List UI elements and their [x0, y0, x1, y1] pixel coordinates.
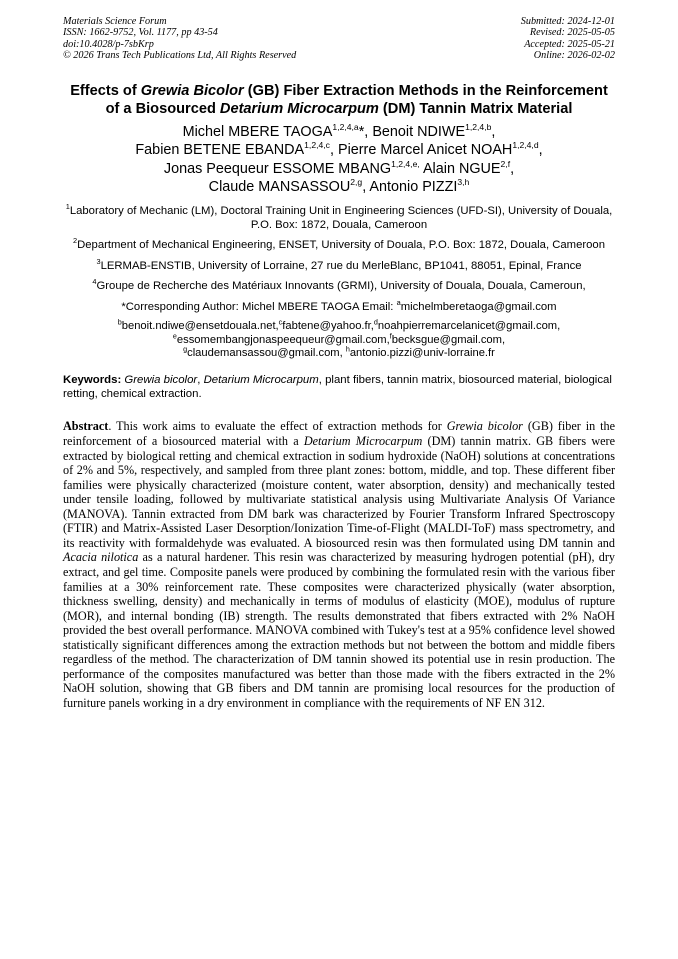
paper-title	[63, 82, 615, 118]
email-link[interactable]: benoit.ndiwe@ensetdouala.net,	[121, 320, 279, 333]
abstract-species: Grewia bicolor	[446, 419, 523, 434]
corresponding-mark: *,	[358, 123, 373, 140]
author-separator: ,	[538, 142, 543, 159]
author-separator: ,	[362, 179, 370, 196]
corresponding-label: *Corresponding Author: Michel MBERE TAOGA Email:	[121, 300, 397, 313]
author-affil: 1,2,4,d	[512, 140, 539, 151]
journal-issn: ISSN: 1662-9752, Vol. 1177, pp 43-54	[63, 27, 218, 39]
title-species-detarium: Detarium Microcarpum	[219, 101, 379, 118]
author-affil: 1,2,4,b	[465, 121, 492, 132]
date-revised: Revised: 2025-05-05	[529, 27, 615, 39]
author-name: Pierre Marcel Anicet NOAH	[337, 142, 513, 159]
author-affil: 1,2,4,a	[332, 121, 359, 132]
abstract-text: (GB) fiber in the reinforcement of a biosourced material with a	[63, 419, 615, 449]
corresponding-author	[63, 300, 615, 314]
abstract-text: as a natural hardener. This resin was characterized by measuring hydrogen potential (pH), dry extract, and gel time. Composite panels were produced by combining the formulated resin with the various fiber families at a 30% reinforcement rate. These composites were characterized physically (water absorption, thickness swelling, density) and mechanically in terms of modulus of elasticity (MOE), modulus of rupture (MOR), and internal bonding (IB) strength. The results demonstrated that fibers extracted with 2% NaOH provided the best overall performance. MANOVA combined with Tukey's test at a 95% confidence level showed statistically significant differences among the extraction methods but not between the bottom and middle fibers regardless of the method. The characterization of DM tannin showed its potential use in resin production. The performance of the composites manufactured was better than those made with the fibers extracted in the 2% NaOH solution, showing that GB fibers and DM tannin are promising local resources for the production of furniture panels working in a dry environment in compliance with the requirements of NF EN 312.	[63, 550, 615, 710]
email-line	[63, 344, 615, 360]
affiliation-text: Groupe de Recherche des Matériaux Innovants (GRMI), University of Douala, Douala, Cameroun,	[96, 280, 586, 293]
date-accepted: Accepted: 2025-05-21	[524, 38, 615, 50]
author-name: Fabien BETENE EBANDA	[135, 142, 305, 159]
author-line	[63, 160, 615, 179]
email-key: d	[373, 317, 378, 327]
author-affil: 2,g	[350, 177, 363, 188]
email-line	[63, 317, 615, 333]
author-name: Benoit NDIWE	[372, 123, 466, 140]
email-key: h	[345, 344, 350, 354]
affiliation-1	[63, 204, 615, 232]
author-affil: 1,2,4,c	[304, 140, 330, 151]
email-key: e	[172, 330, 177, 340]
affiliation-text: Department of Mechanical Engineering, ENSET, University of Douala, P.O. Box: 1872, Douala, Cameroon	[77, 239, 605, 252]
journal-info	[63, 16, 296, 61]
author-affil: 1,2,4,e,	[391, 158, 420, 169]
keyword-list: , plant fibers, tannin matrix, biosourced material, biological retting, chemical extraction.	[63, 374, 612, 401]
author-line	[63, 178, 615, 197]
affiliation-3	[63, 259, 615, 273]
email-key: a	[396, 298, 401, 308]
author-separator: ,	[510, 160, 515, 177]
email-link[interactable]: essomembangjonaspeequeur@gmail.com,	[176, 333, 390, 346]
abstract-species: Detarium Microcarpum	[303, 434, 423, 449]
title-species-grewia: Grewia Bicolor	[140, 83, 244, 100]
title-part: (GB) Fiber Extraction Methods in the Reinforcement of a Biosourced	[105, 83, 608, 118]
affiliation-text: LERMAB-ENSTIB, University of Lorraine, 27 rue du MerleBlanc, BP1041, 88051, Epinal, France	[100, 259, 582, 272]
author-affil: 3,h	[457, 177, 470, 188]
affiliation-number: 3	[96, 257, 101, 267]
title-part: Effects of	[70, 83, 141, 100]
affiliation-number: 4	[92, 277, 97, 287]
email-link[interactable]: fabtene@yahoo.fr,	[282, 320, 374, 333]
email-link[interactable]: antonio.pizzi@univ-lorraine.fr	[349, 346, 495, 359]
email-link[interactable]: noahpierremarcelanicet@gmail.com,	[377, 320, 561, 333]
author-name: Jonas Peequeur ESSOME MBANG	[163, 160, 392, 177]
author-name: Alain NGUE	[422, 160, 501, 177]
keywords	[63, 373, 615, 401]
keywords-label: Keywords:	[63, 374, 122, 387]
author-line	[63, 141, 615, 160]
date-submitted: Submitted: 2024-12-01	[520, 16, 615, 27]
journal-name: Materials Science Forum	[63, 16, 167, 27]
author-name: Claude MANSASSOU	[208, 179, 351, 196]
keyword-species: Detarium Microcarpum	[203, 374, 319, 387]
title-part: (DM) Tannin Matrix Material	[378, 101, 573, 118]
affiliation-text: Laboratory of Mechanic (LM), Doctoral Training Unit in Engineering Sciences (UFD-SI), University of Douala, P.O. Box: 1872, Douala, Cameroon	[69, 204, 613, 231]
journal-header	[63, 16, 615, 61]
email-key: f	[389, 330, 392, 340]
author-separator: ,	[329, 142, 338, 159]
keyword-species: Grewia bicolor	[124, 374, 198, 387]
email-link[interactable]: claudemansassou@gmail.com,	[187, 346, 346, 359]
date-online: Online: 2026-02-02	[533, 49, 615, 61]
email-key: g	[183, 344, 188, 354]
author-separator: ,	[491, 123, 496, 140]
author-list	[63, 123, 615, 197]
abstract-text: . This work aims to evaluate the effect of extraction methods for	[108, 419, 447, 434]
journal-copyright: © 2026 Trans Tech Publications Ltd, All Rights Reserved	[63, 49, 297, 61]
author-affil: 2,f	[500, 158, 511, 169]
corresponding-email[interactable]: michelmberetaoga@gmail.com	[400, 300, 557, 313]
author-name: Michel MBERE TAOGA	[182, 123, 333, 140]
affiliation-4	[63, 279, 615, 293]
author-emails	[63, 317, 615, 360]
email-link[interactable]: becksgue@gmail.com,	[391, 333, 506, 346]
affiliation-2	[63, 238, 615, 252]
keyword-separator: ,	[197, 374, 204, 387]
affiliation-number: 2	[72, 236, 78, 246]
publication-dates	[521, 16, 615, 61]
email-key: c	[278, 317, 283, 327]
affiliation-number: 1	[65, 202, 70, 212]
email-key: b	[117, 317, 122, 327]
author-name: Antonio PIZZI	[369, 179, 458, 196]
abstract-label: Abstract	[63, 419, 109, 434]
abstract	[63, 419, 615, 710]
abstract-text: (DM) tannin matrix. GB fibers were extracted by biological retting and chemical extraction in sodium hydroxide (NaOH) solutions at concentrations of 2% and 5%, respectively, and sampled from three plant zones: bottom, middle, and top. These different fiber families were physically characterized (moisture content, water absorption, density) and mechanically tested under tensile loading, followed by multivariate statistical analysis using Multivariate Analysis Of Variance (MANOVA). Tannin extracted from DM bark was characterized by Fourier Transform Infrared Spectroscopy (FTIR) and Matrix-Assisted Laser Desorption/Ionization Time-of-Flight (MALDI-ToF) mass spectrometry, and its reactivity with formaldehyde was evaluated. A biosourced resin was then formulated using DM tannin and	[63, 434, 615, 550]
affiliation-list	[63, 204, 615, 314]
email-line	[63, 330, 615, 347]
author-line	[63, 123, 615, 142]
journal-doi: doi:10.4028/p-7sbKrp	[63, 38, 154, 50]
abstract-species: Acacia nilotica	[63, 550, 139, 565]
